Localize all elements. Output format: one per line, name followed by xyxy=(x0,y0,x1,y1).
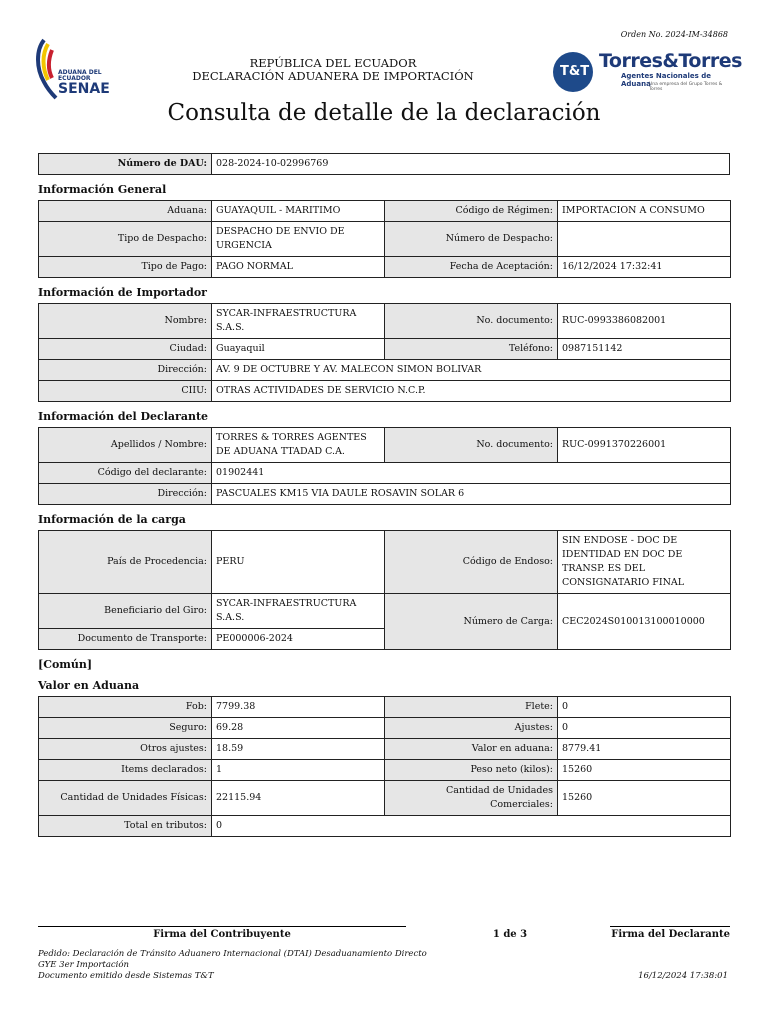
otros-ajustes-value: 18.59 xyxy=(212,739,385,760)
document-type: DECLARACIÓN ADUANERA DE IMPORTACIÓN xyxy=(192,69,474,83)
document-header xyxy=(180,57,486,83)
regimen-label: Código de Régimen: xyxy=(385,201,558,222)
tipo-pago-label: Tipo de Pago: xyxy=(39,257,212,278)
beneficiario-label: Beneficiario del Giro: xyxy=(39,594,212,629)
tipo-pago-value: PAGO NORMAL xyxy=(212,257,385,278)
seguro-label: Seguro: xyxy=(39,718,212,739)
unidades-fisicas-value: 22115.94 xyxy=(212,781,385,816)
codigo-declarante-label: Código del declarante: xyxy=(39,463,212,484)
aduana-label: Aduana: xyxy=(39,201,212,222)
footer-pedido: Pedido: Declaración de Tránsito Aduanero Internacional (DTAI) Desaduanamiento Directo GYE 3er Importación xyxy=(38,949,427,970)
carga-table xyxy=(38,530,731,650)
regimen-value: IMPORTACION A CONSUMO xyxy=(558,201,731,222)
declarante-doc-value: RUC-0991370226001 xyxy=(558,428,731,463)
valor-aduana-label: Valor en aduana: xyxy=(385,739,558,760)
dau-table xyxy=(38,153,730,175)
num-carga-value: CEC2024S010013100010000 xyxy=(558,594,731,650)
footer-timestamp: 16/12/2024 17:38:01 xyxy=(638,971,728,981)
valor-table xyxy=(38,696,731,837)
declarante-doc-label: No. documento: xyxy=(385,428,558,463)
senae-wordmark: ADUANA DEL ECUADOR SENAE xyxy=(58,69,110,97)
tributos-value: 0 xyxy=(212,816,731,837)
ajustes-value: 0 xyxy=(558,718,731,739)
ciiu-label: CIIU: xyxy=(39,381,212,402)
endoso-label: Código de Endoso: xyxy=(385,531,558,594)
firma-contribuyente: Firma del Contribuyente xyxy=(38,926,406,940)
valor-aduana-value: 8779.41 xyxy=(558,739,731,760)
ciudad-label: Ciudad: xyxy=(39,339,212,360)
importador-table xyxy=(38,303,731,402)
footer-source: Documento emitido desde Sistemas T&T xyxy=(38,971,214,981)
pais-value: PERU xyxy=(212,531,385,594)
declarante-nombre-label: Apellidos / Nombre: xyxy=(39,428,212,463)
beneficiario-value: SYCAR-INFRAESTRUCTURA S.A.S. xyxy=(212,594,385,629)
page-title: Consulta de detalle de la declaración xyxy=(167,100,601,126)
fecha-aceptacion-value: 16/12/2024 17:32:41 xyxy=(558,257,731,278)
dau-label: Número de DAU: xyxy=(39,154,212,175)
declarante-direccion-label: Dirección: xyxy=(39,484,212,505)
declarante-direccion-value: PASCUALES KM15 VIA DAULE ROSAVIN SOLAR 6 xyxy=(212,484,731,505)
importador-nombre-label: Nombre: xyxy=(39,304,212,339)
endoso-value: SIN ENDOSE - DOC DE IDENTIDAD EN DOC DE TRANSP. ES DEL CONSIGNATARIO FINAL xyxy=(558,531,731,594)
importador-nombre-value: SYCAR-INFRAESTRUCTURA S.A.S. xyxy=(212,304,385,339)
importador-direccion-label: Dirección: xyxy=(39,360,212,381)
declarante-nombre-value: TORRES & TORRES AGENTES DE ADUANA TTADAD C.A. xyxy=(212,428,385,463)
otros-ajustes-label: Otros ajustes: xyxy=(39,739,212,760)
num-despacho-value xyxy=(558,222,731,257)
dau-value: 028-2024-10-02996769 xyxy=(212,154,730,175)
importador-doc-label: No. documento: xyxy=(385,304,558,339)
footer-notes xyxy=(38,949,438,982)
items-value: 1 xyxy=(212,760,385,781)
fob-value: 7799.38 xyxy=(212,697,385,718)
section-importador-heading: Información de Importador xyxy=(38,286,207,299)
fecha-aceptacion-label: Fecha de Aceptación: xyxy=(385,257,558,278)
telefono-label: Teléfono: xyxy=(385,339,558,360)
ciiu-value: OTRAS ACTIVIDADES DE SERVICIO N.C.P. xyxy=(212,381,731,402)
torres-logo: T&T Torres&Torres Agentes Nacionales de Aduana Una empresa del Grupo Torres & Torres xyxy=(553,50,733,94)
peso-value: 15260 xyxy=(558,760,731,781)
num-despacho-label: Número de Despacho: xyxy=(385,222,558,257)
ciudad-value: Guayaquil xyxy=(212,339,385,360)
aduana-value: GUAYAQUIL - MARITIMO xyxy=(212,201,385,222)
items-label: Items declarados: xyxy=(39,760,212,781)
telefono-value: 0987151142 xyxy=(558,339,731,360)
firma-declarante: Firma del Declarante xyxy=(610,926,730,940)
importador-doc-value: RUC-0993386082001 xyxy=(558,304,731,339)
tt-mark-icon: T&T xyxy=(553,52,593,92)
pais-label: País de Procedencia: xyxy=(39,531,212,594)
country-name: REPÚBLICA DEL ECUADOR xyxy=(249,56,417,70)
tipo-despacho-label: Tipo de Despacho: xyxy=(39,222,212,257)
seguro-value: 69.28 xyxy=(212,718,385,739)
unidades-comerciales-label: Cantidad de Unidades Comerciales: xyxy=(385,781,558,816)
doc-transporte-value: PE000006-2024 xyxy=(212,629,385,650)
section-general-heading: Información General xyxy=(38,183,167,196)
comun-heading: [Común] xyxy=(38,658,93,671)
unidades-fisicas-label: Cantidad de Unidades Físicas: xyxy=(39,781,212,816)
page-number: 1 de 3 xyxy=(492,929,528,940)
declaration-content xyxy=(38,153,730,837)
fob-label: Fob: xyxy=(39,697,212,718)
declarante-table xyxy=(38,427,731,505)
codigo-declarante-value: 01902441 xyxy=(212,463,731,484)
num-carga-label: Número de Carga: xyxy=(385,594,558,650)
general-table xyxy=(38,200,731,278)
section-carga-heading: Información de la carga xyxy=(38,513,186,526)
order-number: Orden No. 2024-IM-34868 xyxy=(620,30,728,39)
tipo-despacho-value: DESPACHO DE ENVIO DE URGENCIA xyxy=(212,222,385,257)
doc-transporte-label: Documento de Transporte: xyxy=(39,629,212,650)
importador-direccion-value: AV. 9 DE OCTUBRE Y AV. MALECON SIMON BOLIVAR xyxy=(212,360,731,381)
unidades-comerciales-value: 15260 xyxy=(558,781,731,816)
tributos-label: Total en tributos: xyxy=(39,816,212,837)
flete-label: Flete: xyxy=(385,697,558,718)
ajustes-label: Ajustes: xyxy=(385,718,558,739)
peso-label: Peso neto (kilos): xyxy=(385,760,558,781)
section-declarante-heading: Información del Declarante xyxy=(38,410,209,423)
flete-value: 0 xyxy=(558,697,731,718)
section-valor-heading: Valor en Aduana xyxy=(38,679,140,692)
